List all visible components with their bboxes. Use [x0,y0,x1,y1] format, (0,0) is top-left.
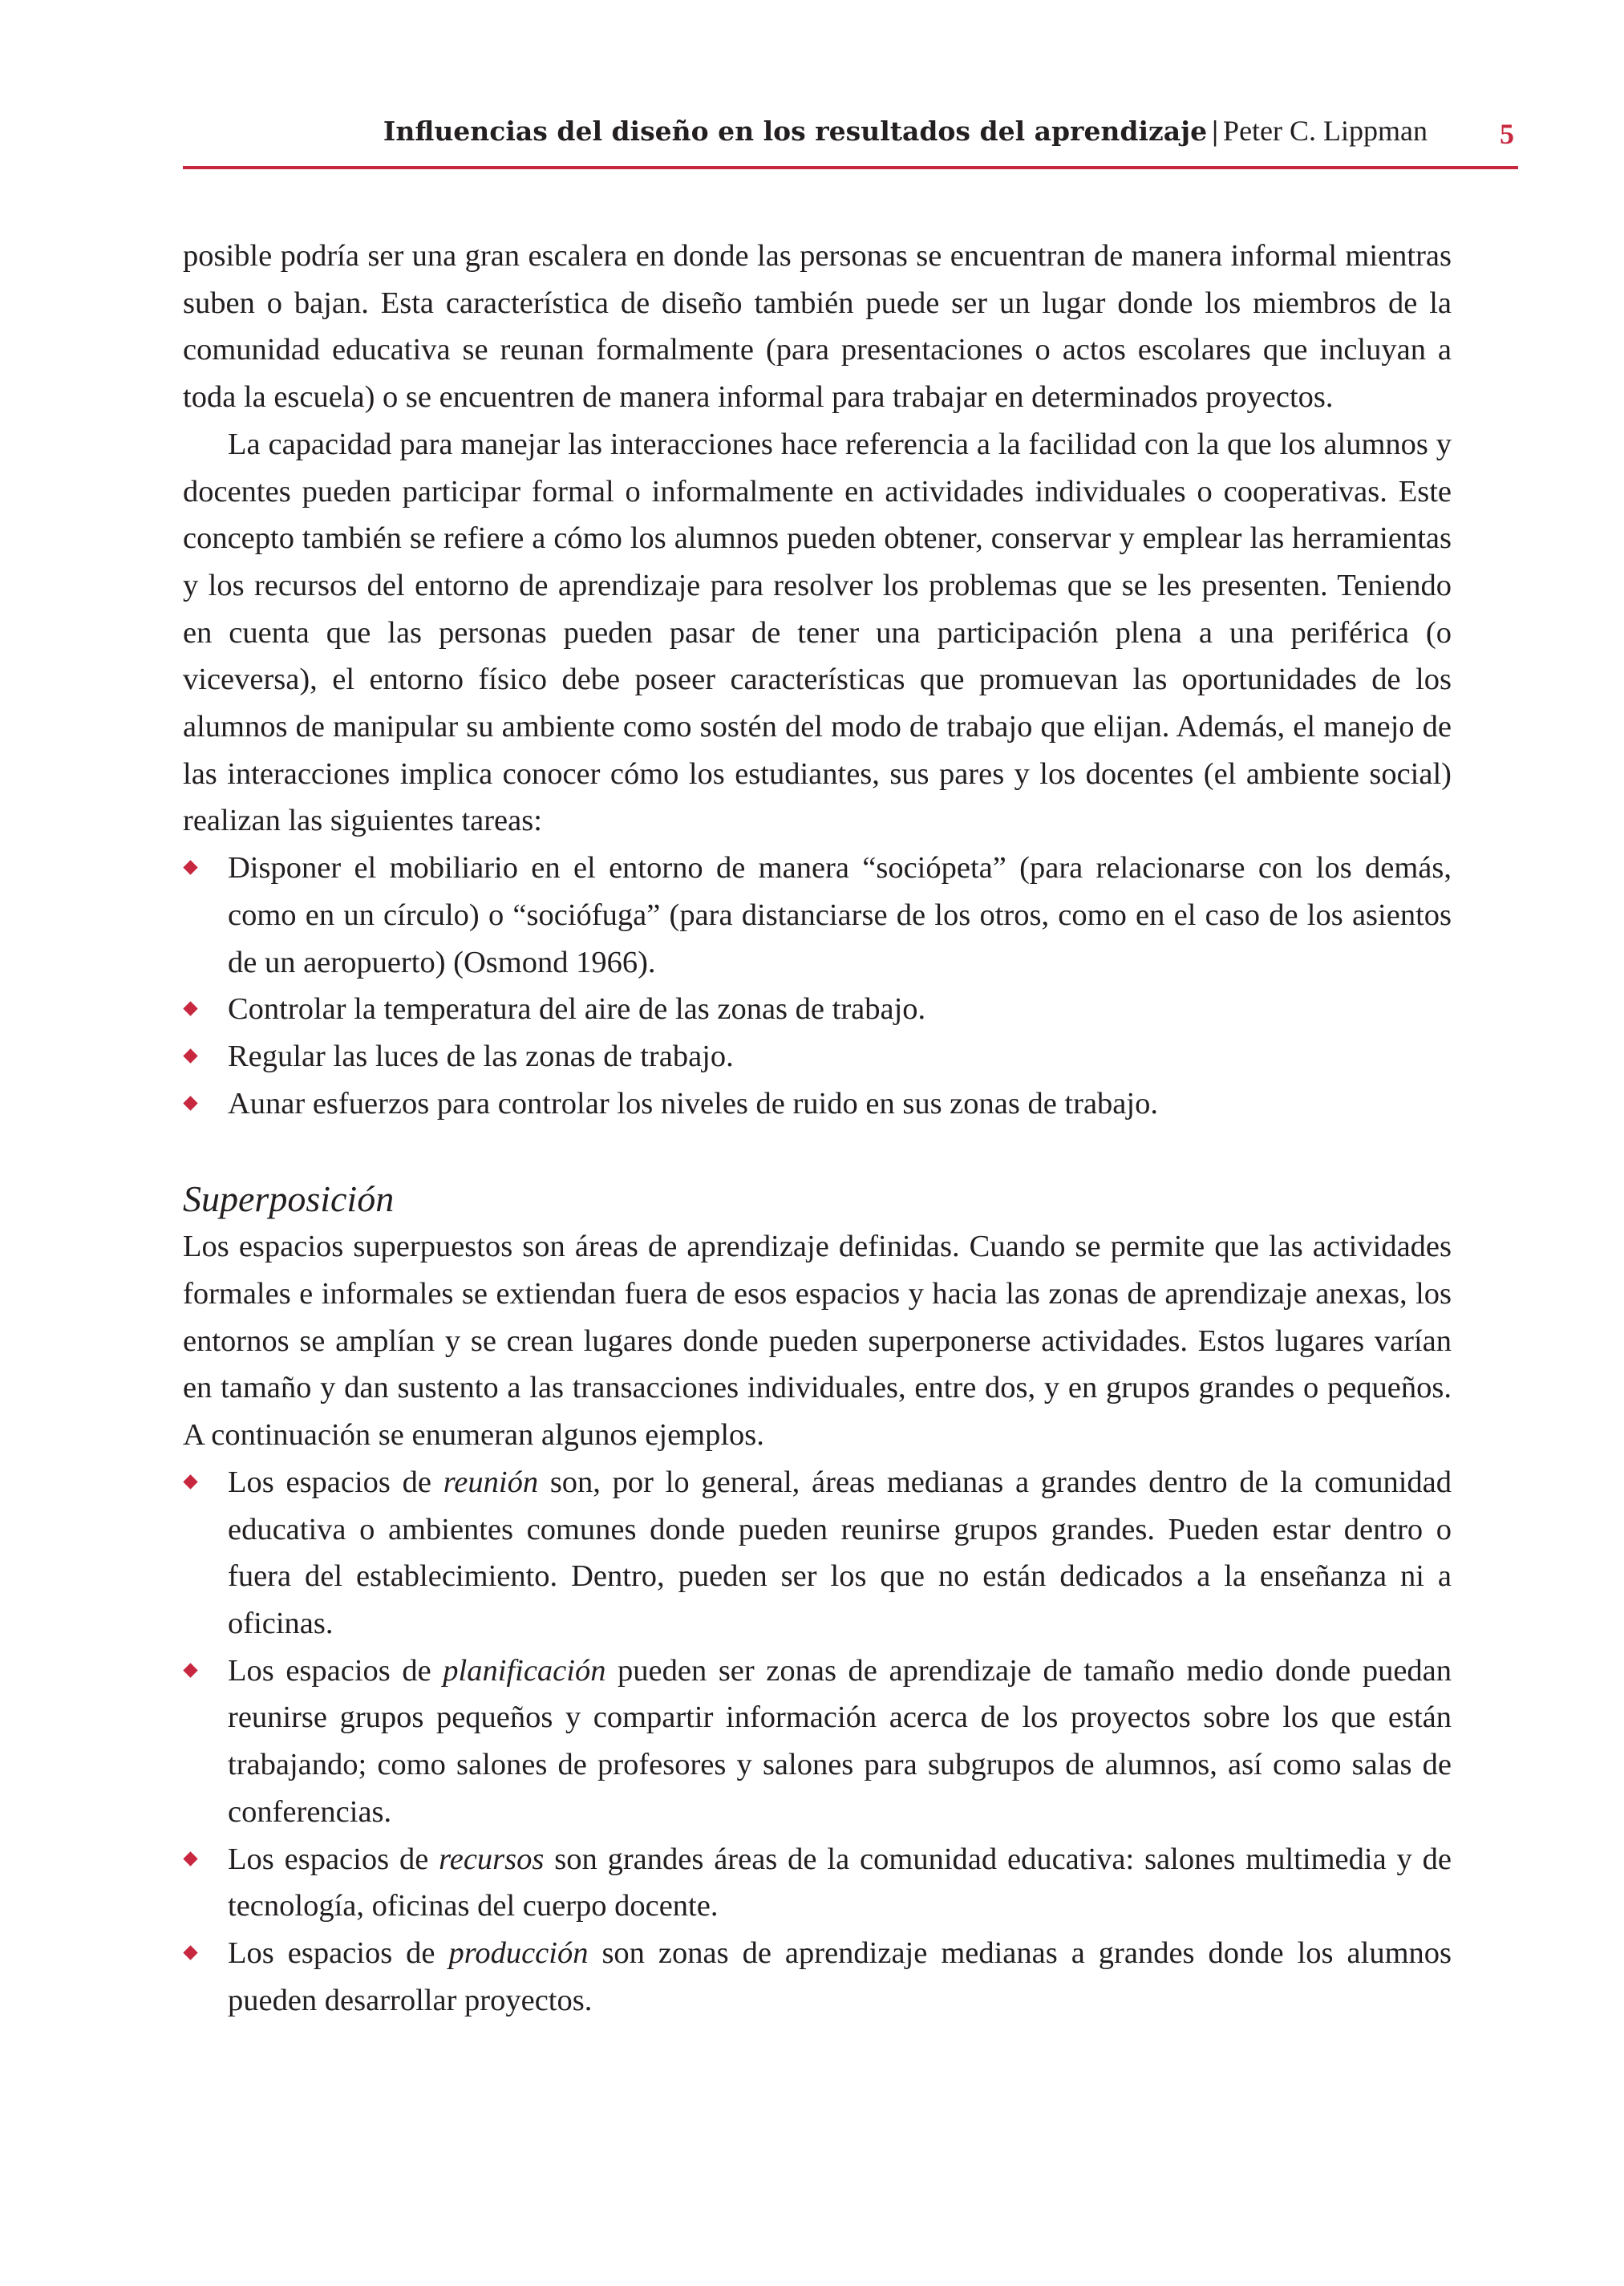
list-item-text: son grandes áreas de la comunidad educativa: salones multimedia y de tecnología, oficinas del cuerpo docente. [228,1842,1452,1923]
list-item-text: Disponer el mobiliario en el entorno de manera “sociópeta” (para relacionarse con los demás, como en un círculo) o “sociófuga” (para distanciarse de los otros, como en el caso de los asientos de un aeropuerto) (Osmond 1966). [228,851,1452,979]
page-number: 5 [1500,118,1514,150]
header-separator: | [1212,115,1219,147]
diamond-bullet-icon [183,1474,197,1489]
spaces-list [183,1459,1452,2024]
list-item [183,1080,1452,1128]
paragraph-interactions: La capacidad para manejar las interacciones hace referencia a la facilidad con la que los alumnos y docentes pueden participar formal o informalmente en actividades individuales o cooperativas. Este concepto también se refiere a cómo los alumnos pueden obtener, conservar y emplear las herramientas y los recursos del entorno de aprendizaje para resolver los problemas que se les presenten. Teniendo en cuenta que las personas pueden pasar de tener una participación plena a una periférica (o viceversa), el entorno físico debe poseer características que promuevan las oportunidades de los alumnos de manipular su ambiente como sostén del modo de trabajo que elijan. Además, el manejo de las interacciones implica conocer cómo los estudiantes, sus pares y los docentes (el ambiente social) realizan las siguientes tareas: [183,427,1452,838]
list-item-text: pueden ser zonas de aprendizaje de tamaño medio donde puedan reunirse grupos pequeños y compartir información acerca de los proyectos sobre los que están trabajando; como salones de profesores y salones para subgrupos de alumnos, así como salas de conferencias. [228,1653,1452,1829]
chapter-title: Influencias del diseño en los resultados del aprendizaje [383,116,1208,147]
list-item-prefix: Los espacios de [228,1935,449,1970]
list-item [183,1930,1452,2024]
list-item [183,845,1452,986]
header-rule [183,166,1518,169]
list-item-text: Controlar la temperatura del aire de las zonas de trabajo. [228,992,926,1027]
list-item-term: producción [448,1935,589,1970]
list-item-text: Regular las luces de las zonas de trabajo. [228,1039,734,1073]
diamond-bullet-icon [183,1663,197,1677]
list-item-text: son zonas de aprendizaje medianas a grandes donde los alumnos pueden desarrollar proyectos. [228,1935,1452,2017]
list-item-term: reunión [443,1465,539,1499]
list-item [183,1459,1452,1648]
main-text [183,233,1452,2024]
section-heading: Superposición [183,1178,395,1220]
list-item [183,1033,1452,1080]
diamond-bullet-icon [183,860,197,874]
diamond-bullet-icon [183,1048,197,1063]
list-item-prefix: Los espacios de [228,1842,439,1876]
running-header [183,111,1514,151]
author-name: Peter C. Lippman [1223,115,1428,147]
paragraph-continued: posible podría ser una gran escalera en donde las personas se encuentran de manera informal mientras suben o bajan. Esta característica de diseño también puede ser un lugar donde los miembros de la comunidad educativa se reunan formalmente (para presentaciones o actos escolares que incluyan a toda la escuela) o se encuentren de manera informal para trabajar en determinados proyectos. [183,239,1452,415]
diamond-bullet-icon [183,1945,197,1960]
list-item [183,1836,1452,1930]
list-item-prefix: Los espacios de [228,1465,443,1499]
running-head-text [383,114,1428,148]
diamond-bullet-icon [183,1851,197,1866]
list-item-text: Aunar esfuerzos para controlar los niveles de ruido en sus zonas de trabajo. [228,1086,1158,1121]
list-item [183,986,1452,1033]
list-item-prefix: Los espacios de [228,1653,443,1688]
tasks-list [183,845,1452,1127]
section-intro: Los espacios superpuestos son áreas de aprendizaje definidas. Cuando se permite que las actividades formales e informales se extiendan fuera de esos espacios y hacia las zonas de aprendizaje anexas, los entornos se amplían y se crean lugares donde pueden superponerse actividades. Estos lugares varían en tamaño y dan sustento a las transacciones individuales, entre dos, y en grupos grandes o pequeños. A continuación se enumeran algunos ejemplos. [183,1230,1452,1453]
diamond-bullet-icon [183,1096,197,1110]
list-item-term: recursos [439,1842,545,1876]
list-item-term: planificación [443,1653,606,1688]
diamond-bullet-icon [183,1002,197,1016]
list-item [183,1648,1452,1836]
list-item-text: son, por lo general, áreas medianas a grandes dentro de la comunidad educativa o ambientes comunes donde pueden reunirse grupos grandes. Pueden estar dentro o fuera del establecimiento. Dentro, pueden ser los que no están dedicados a la enseñanza ni a oficinas. [228,1465,1452,1640]
